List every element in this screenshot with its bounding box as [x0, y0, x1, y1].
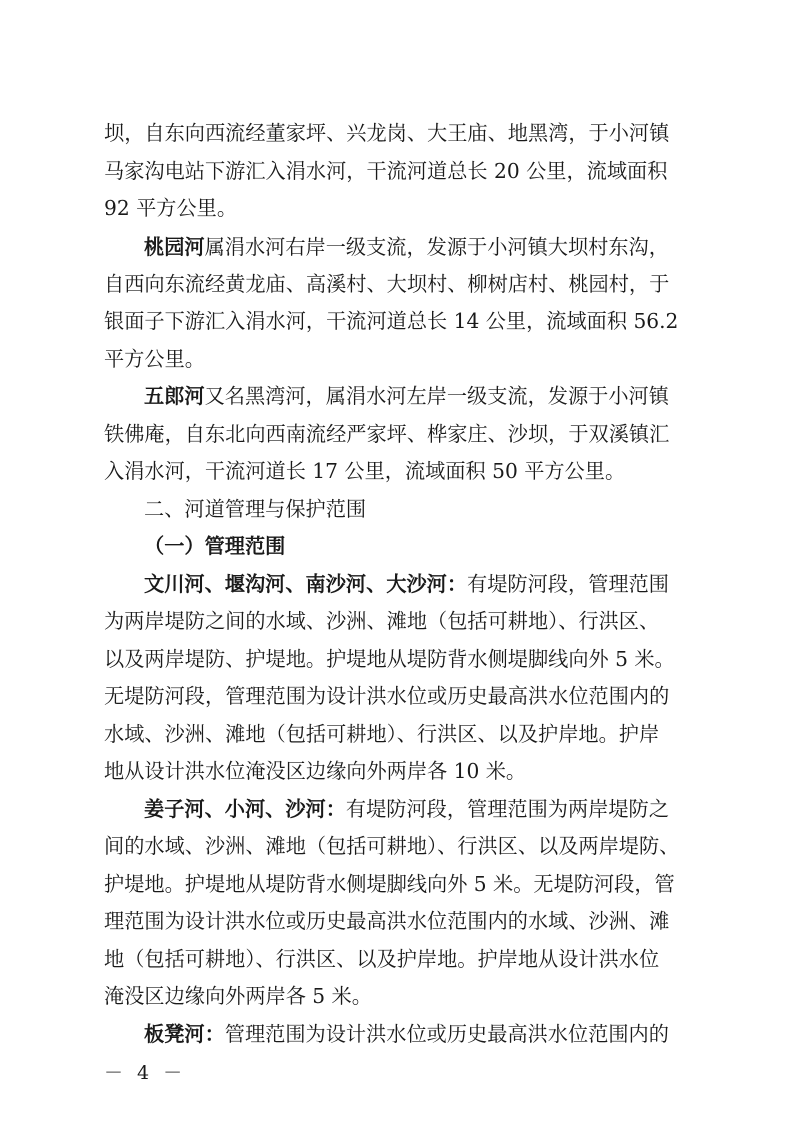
river-name-term: 姜子河、小河、沙河：: [144, 797, 346, 821]
paragraph-line: 水域、沙洲、滩地（包括可耕地）、行洪区、以及护岸地。护岸: [104, 722, 660, 746]
paragraph-line: 地从设计洪水位淹没区边缘向外两岸各 10 米。: [104, 759, 527, 783]
paragraph-first-line: [144, 791, 698, 827]
paragraph-text: 有堤防河段，管理范围: [467, 572, 669, 596]
paragraph-line: 间的水域、沙洲、滩地（包括可耕地）、行洪区、以及两岸堤防、: [104, 834, 680, 858]
paragraph-line: 淹没区边缘向外两岸各 5 米。: [104, 984, 372, 1008]
paragraph-text: 有堤防河段，管理范围为两岸堤防之: [345, 797, 669, 821]
paragraph-text: 属涓水河右岸一级支流，发源于小河镇大坝村东沟，: [204, 235, 669, 259]
paragraph-line: 为两岸堤防之间的水域、沙洲、滩地（包括可耕地）、行洪区、: [104, 609, 660, 633]
paragraph-first-line: [144, 1016, 698, 1052]
paragraph-first-line: [144, 229, 698, 265]
paragraph-line: 坝，自东向西流经董家坪、兴龙岗、大王庙、地黑湾，于小河镇: [104, 121, 670, 145]
paragraph-line: 银面子下游汇入涓水河，干流河道总长 14 公里，流域面积 56.2: [104, 309, 679, 333]
paragraph-line: 理范围为设计洪水位或历史最高洪水位范围内的水域、沙洲、滩: [104, 909, 670, 933]
paragraph-line: 入涓水河，干流河道长 17 公里，流域面积 50 平方公里。: [104, 459, 626, 483]
paragraph-line: 护堤地。护堤地从堤防背水侧堤脚线向外 5 米。无堤防河段，管: [104, 872, 675, 896]
paragraph-line: 以及两岸堤防、护堤地。护堤地从堤防背水侧堤脚线向外 5 米。: [104, 647, 675, 671]
paragraph-line: 地（包括可耕地）、行洪区、以及护岸地。护岸地从设计洪水位: [104, 947, 660, 971]
paragraph-line: 马家沟电站下游汇入涓水河，干流河道总长 20 公里，流域面积: [104, 159, 668, 183]
subsection-heading: （一）管理范围: [144, 534, 286, 558]
river-name-term: 五郎河: [144, 384, 205, 408]
paragraph-first-line: [144, 566, 698, 602]
section-heading: 二、河道管理与保护范围: [144, 497, 367, 521]
river-name-term: 桃园河: [144, 235, 205, 259]
paragraph-text: 又名黑湾河，属涓水河左岸一级支流，发源于小河镇: [204, 384, 669, 408]
paragraph-line: 无堤防河段，管理范围为设计洪水位或历史最高洪水位范围内的: [104, 684, 670, 708]
paragraph-first-line: [144, 378, 698, 414]
page-number: － 4 －: [104, 1062, 187, 1084]
paragraph-line: 自西向东流经黄龙庙、高溪村、大坝村、柳树店村、桃园村，于: [104, 272, 670, 296]
paragraph-line: 平方公里。: [104, 347, 205, 371]
paragraph-line: 铁佛庵，自东北向西南流经严家坪、桦家庄、沙坝，于双溪镇汇: [104, 422, 670, 446]
river-name-term: 文川河、堰沟河、南沙河、大沙河：: [144, 572, 468, 596]
river-name-term: 板凳河：: [144, 1022, 225, 1046]
paragraph-line: 92 平方公里。: [104, 196, 238, 220]
paragraph-text: 管理范围为设计洪水位或历史最高洪水位范围内的: [224, 1022, 669, 1046]
